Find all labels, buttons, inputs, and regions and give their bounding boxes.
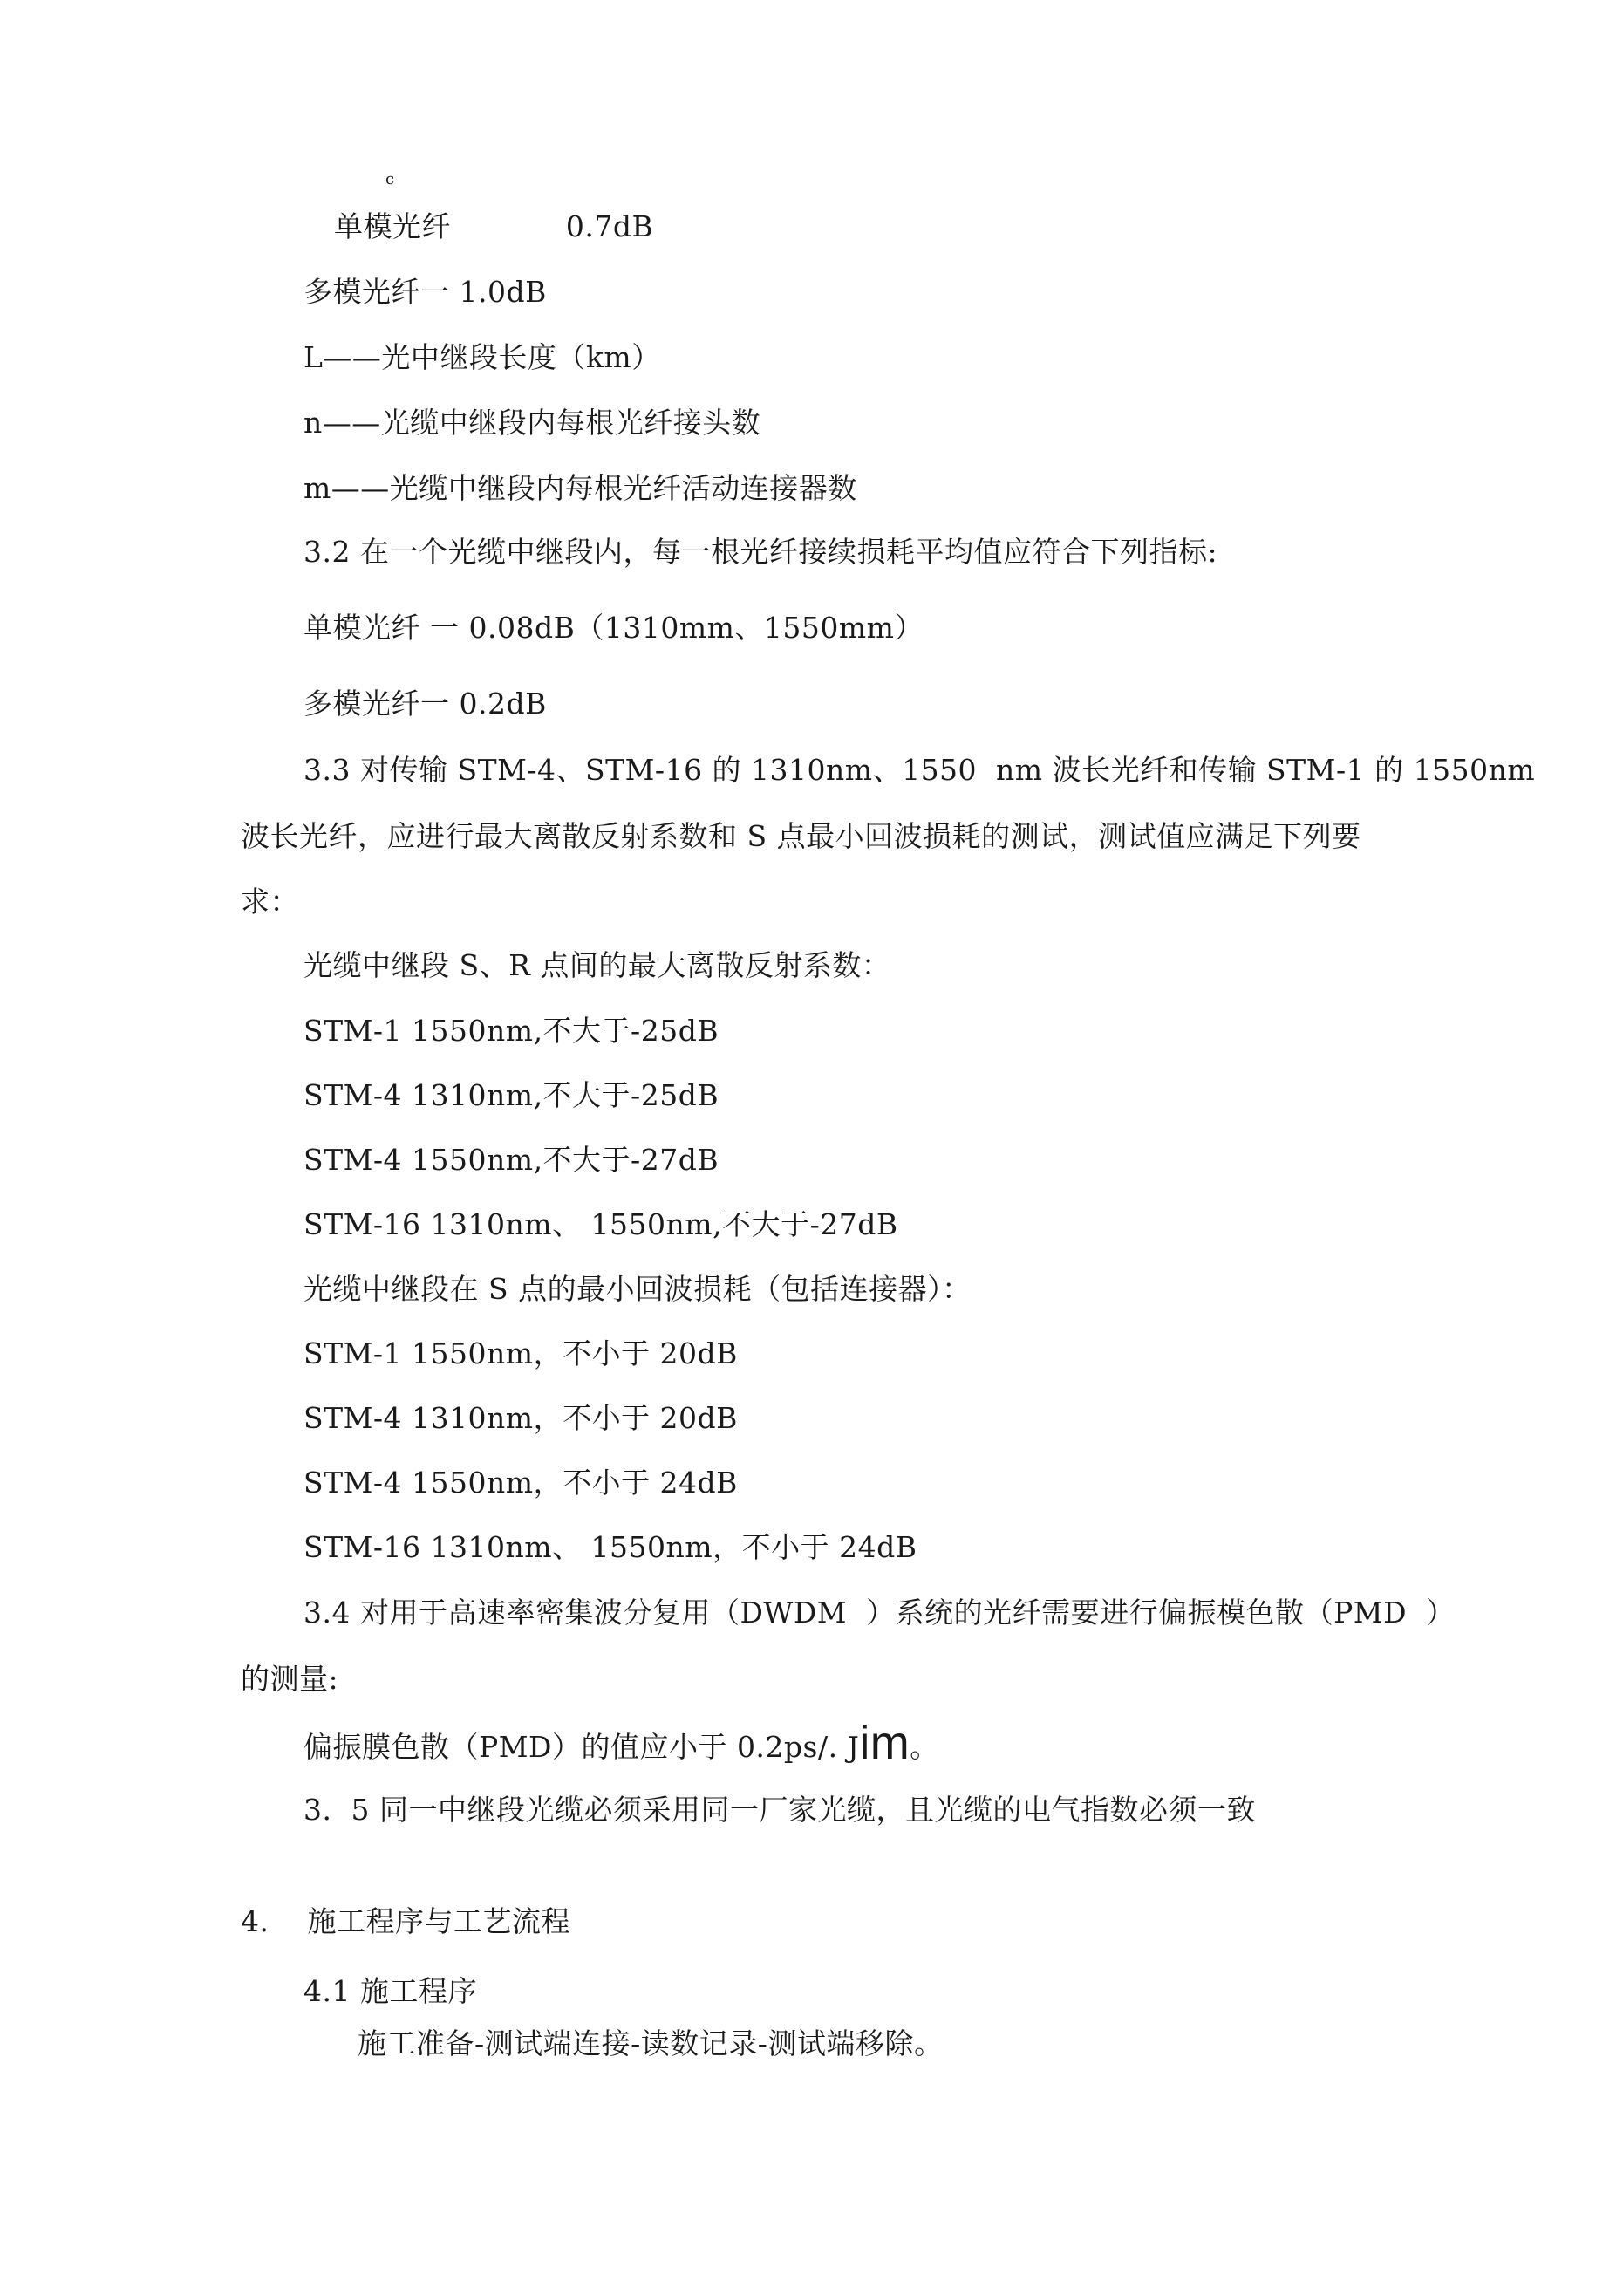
text-line: STM-1 1550nm,不大于-25dB <box>303 1014 719 1048</box>
pmd-line-suffix: 。 <box>910 1730 939 1764</box>
text-line: STM-16 1310nm、 1550nm，不小于 24dB <box>303 1530 917 1564</box>
text-line: 的测量: <box>241 1662 339 1696</box>
margin-mark: c <box>385 170 395 188</box>
text-line: 光缆中继段在 S 点的最小回波损耗（包括连接器）： <box>303 1272 972 1306</box>
text-line: 施工准备-测试端连接-读数记录-测试端移除。 <box>358 2026 944 2060</box>
text-line: STM-16 1310nm、 1550nm,不大于-27dB <box>303 1207 898 1241</box>
text-line: 单模光纤 0.7dB <box>334 209 654 243</box>
text-line: 单模光纤 一 0.08dB（1310mm、1550mm） <box>303 611 924 645</box>
text-line: STM-4 1550nm,不大于-27dB <box>303 1143 719 1177</box>
text-line: 3. 5 同一中继段光缆必须采用同一厂家光缆，且光缆的电气指数必须一致 <box>303 1793 1256 1827</box>
text-line: 3.2 在一个光缆中继段内，每一根光纤接续损耗平均值应符合下列指标: <box>303 535 1218 569</box>
text-line: L——光中继段长度（km） <box>303 340 661 374</box>
text-line: 波长光纤，应进行最大离散反射系数和 S 点最小回波损耗的测试，测试值应满足下列要 <box>241 819 1361 853</box>
pmd-line-glyph: im <box>859 1717 910 1769</box>
text-line: 3.4 对用于高速率密集波分复用（DWDM ）系统的光纤需要进行偏振模色散（PMD ） <box>303 1596 1456 1630</box>
text-line: STM-1 1550nm，不小于 20dB <box>303 1336 738 1370</box>
text-line: 3.3 对传输 STM-4、STM-16 的 1310nm、1550 nm 波长光纤和传输 STM-1 的 1550nm <box>303 753 1536 787</box>
text-line: 求： <box>241 885 299 919</box>
text-line: 多模光纤一 1.0dB <box>303 275 547 309</box>
text-line: STM-4 1310nm,不大于-25dB <box>303 1078 719 1112</box>
text-line: 多模光纤一 0.2dB <box>303 687 547 721</box>
subsection-heading: 4.1 施工程序 <box>303 1974 477 2008</box>
text-line: STM-4 1310nm，不小于 20dB <box>303 1401 738 1435</box>
text-line: STM-4 1550nm，不小于 24dB <box>303 1466 738 1500</box>
pmd-line <box>303 1717 939 1769</box>
text-line: n——光缆中继段内每根光纤接头数 <box>303 406 761 440</box>
pmd-line-prefix: 偏振膜色散（PMD）的值应小于 0.2ps/. J <box>303 1730 860 1764</box>
text-line: m——光缆中继段内每根光纤活动连接器数 <box>303 471 857 505</box>
text-line: 光缆中继段 S、R 点间的最大离散反射系数： <box>303 948 891 982</box>
section-heading: 4. 施工程序与工艺流程 <box>241 1904 570 1938</box>
